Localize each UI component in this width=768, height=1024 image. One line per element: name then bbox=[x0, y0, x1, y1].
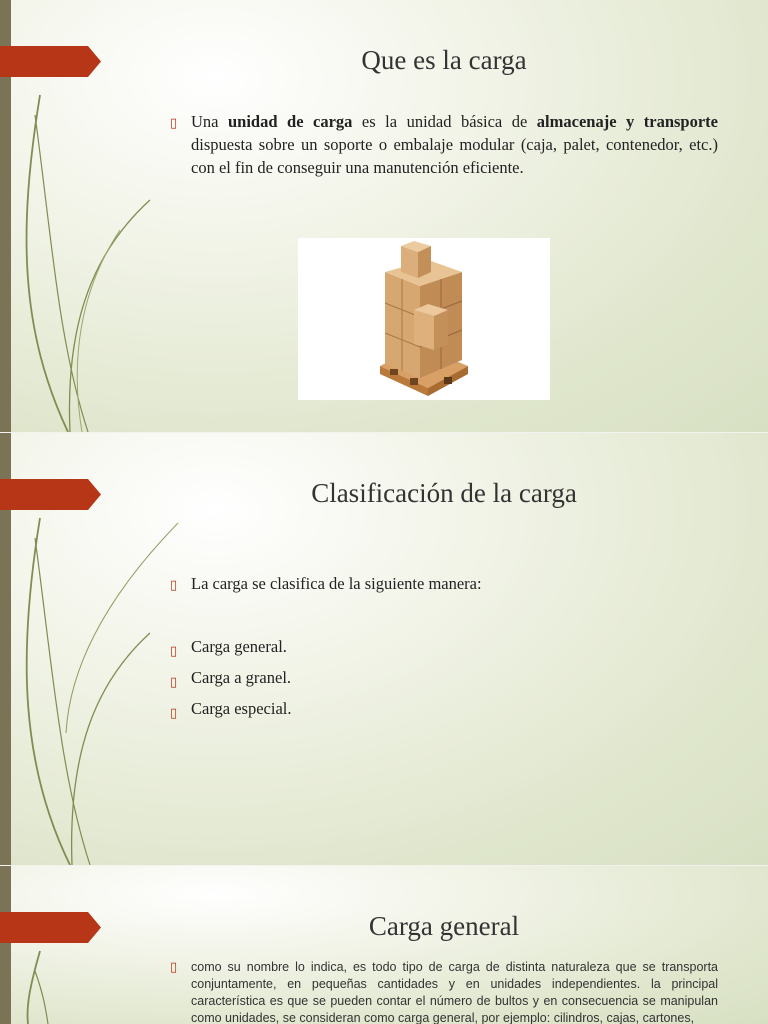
list-item bbox=[170, 110, 718, 179]
text-run: dispuesta sobre un soporte o embalaje modular (caja, palet, contenedor, etc.) con el fin de conseguir una manutención eficiente. bbox=[191, 135, 718, 177]
hollow-square-bullet-icon: ▯ bbox=[170, 675, 178, 690]
hollow-square-bullet-icon: ▯ bbox=[170, 116, 178, 131]
pallet-boxes-illustration bbox=[298, 238, 550, 400]
intro-text: La carga se clasifica de la siguiente manera: bbox=[191, 574, 482, 593]
text-run: es la unidad básica de bbox=[352, 112, 537, 131]
carga-general-text: como su nombre lo indica, es todo tipo de carga de distinta naturaleza que se transporta conjuntamente, en pequeñas cantidades y en unidades independientes. la principal característica es que se pueden contar el número de bultos y en consecuencia se manipulan como unidades, se consideran como carga general, por ejemplo: cilindros, cajas, cartones, bbox=[191, 960, 718, 1024]
slide-que-es-la-carga bbox=[0, 0, 768, 432]
hollow-square-bullet-icon: ▯ bbox=[170, 960, 178, 975]
slide-clasificacion bbox=[0, 433, 768, 865]
hollow-square-bullet-icon: ▯ bbox=[170, 644, 178, 659]
item-carga-general: Carga general. bbox=[191, 637, 287, 656]
bullet-list bbox=[170, 572, 718, 724]
list-item bbox=[170, 572, 718, 596]
slide-title: Clasificación de la carga bbox=[311, 478, 577, 508]
hollow-square-bullet-icon: ▯ bbox=[170, 578, 178, 593]
list-item bbox=[170, 662, 718, 693]
title-arrow-marker bbox=[0, 479, 101, 510]
left-accent-bar bbox=[0, 866, 11, 1024]
slide-title: Carga general bbox=[368, 911, 520, 941]
bold-term-almacenaje: almacenaje y transporte bbox=[536, 112, 718, 131]
slide-carga-general bbox=[0, 866, 768, 1024]
title-arrow-marker bbox=[0, 912, 101, 943]
list-item bbox=[170, 693, 718, 724]
bold-term-unidad-de-carga: unidad de carga bbox=[228, 112, 353, 131]
item-carga-especial: Carga especial. bbox=[191, 699, 292, 718]
title-arrow-marker bbox=[0, 46, 101, 77]
pallet-boxes-image bbox=[298, 238, 550, 400]
list-item bbox=[170, 631, 718, 662]
bullet-list bbox=[170, 110, 718, 179]
text-run: Una bbox=[191, 112, 228, 131]
decorative-swirl-lines bbox=[0, 866, 190, 1024]
item-carga-granel: Carga a granel. bbox=[191, 668, 292, 687]
bullet-list bbox=[170, 959, 718, 1024]
slide-title: Que es la carga bbox=[361, 45, 527, 75]
list-item bbox=[170, 959, 718, 1024]
hollow-square-bullet-icon: ▯ bbox=[170, 706, 178, 721]
